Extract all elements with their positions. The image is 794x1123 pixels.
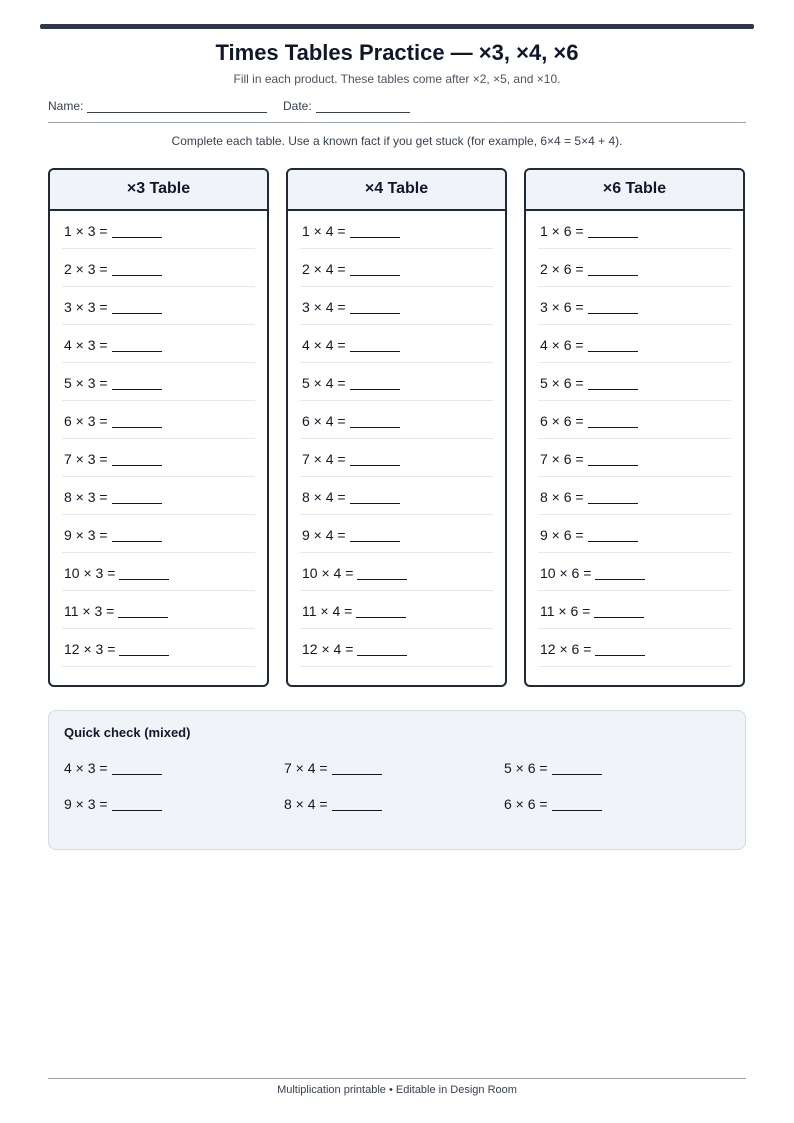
table-row[interactable]: 7 × 6 = bbox=[538, 439, 731, 477]
table-row[interactable]: 4 × 4 = bbox=[300, 325, 493, 363]
table-row[interactable]: 12 × 4 = bbox=[300, 629, 493, 667]
quick-check-item[interactable]: 6 × 6 = bbox=[504, 796, 602, 812]
table-row[interactable]: 11 × 4 = bbox=[300, 591, 493, 629]
table-rows bbox=[50, 211, 267, 667]
quick-check-item[interactable]: 9 × 3 = bbox=[64, 796, 162, 812]
name-blank[interactable] bbox=[87, 100, 267, 113]
header-divider bbox=[48, 122, 746, 123]
table-x3 bbox=[48, 168, 269, 687]
name-date-row bbox=[48, 99, 746, 121]
quick-check-panel bbox=[48, 710, 746, 850]
name-field[interactable] bbox=[48, 99, 267, 113]
table-x6 bbox=[524, 168, 745, 687]
table-row[interactable]: 2 × 3 = bbox=[62, 249, 255, 287]
name-label: Name: bbox=[48, 99, 84, 113]
table-title: ×3 Table bbox=[50, 170, 267, 211]
instructions: Complete each table. Use a known fact if you get stuck (for example, 6×4 = 5×4 + 4). bbox=[171, 134, 623, 148]
table-row[interactable]: 10 × 3 = bbox=[62, 553, 255, 591]
page-title: Times Tables Practice — ×3, ×4, ×6 bbox=[215, 40, 579, 65]
table-row[interactable]: 1 × 3 = bbox=[62, 211, 255, 249]
date-label: Date: bbox=[283, 99, 312, 113]
table-row[interactable]: 9 × 6 = bbox=[538, 515, 731, 553]
quick-check-title: Quick check (mixed) bbox=[64, 725, 191, 740]
page-subtitle: Fill in each product. These tables come after ×2, ×5, and ×10. bbox=[233, 72, 561, 86]
table-row[interactable]: 11 × 6 = bbox=[538, 591, 731, 629]
table-row[interactable]: 2 × 6 = bbox=[538, 249, 731, 287]
quick-check-item[interactable]: 8 × 4 = bbox=[284, 796, 382, 812]
date-field[interactable] bbox=[283, 99, 410, 113]
table-row[interactable]: 8 × 6 = bbox=[538, 477, 731, 515]
table-row[interactable]: 6 × 3 = bbox=[62, 401, 255, 439]
table-row[interactable]: 9 × 3 = bbox=[62, 515, 255, 553]
table-row[interactable]: 11 × 3 = bbox=[62, 591, 255, 629]
table-rows bbox=[526, 211, 743, 667]
quick-check-item[interactable]: 4 × 3 = bbox=[64, 760, 162, 776]
table-title: ×6 Table bbox=[526, 170, 743, 211]
footer-divider bbox=[48, 1078, 746, 1079]
table-row[interactable]: 4 × 3 = bbox=[62, 325, 255, 363]
table-title: ×4 Table bbox=[288, 170, 505, 211]
table-row[interactable]: 8 × 3 = bbox=[62, 477, 255, 515]
footer-text: Multiplication printable • Editable in Design Room bbox=[277, 1084, 517, 1096]
table-row[interactable]: 12 × 6 = bbox=[538, 629, 731, 667]
table-row[interactable]: 2 × 4 = bbox=[300, 249, 493, 287]
table-row[interactable]: 5 × 6 = bbox=[538, 363, 731, 401]
table-row[interactable]: 5 × 3 = bbox=[62, 363, 255, 401]
table-row[interactable]: 10 × 4 = bbox=[300, 553, 493, 591]
table-row[interactable]: 3 × 4 = bbox=[300, 287, 493, 325]
table-x4 bbox=[286, 168, 507, 687]
table-row[interactable]: 6 × 6 = bbox=[538, 401, 731, 439]
table-row[interactable]: 10 × 6 = bbox=[538, 553, 731, 591]
table-row[interactable]: 1 × 4 = bbox=[300, 211, 493, 249]
table-row[interactable]: 12 × 3 = bbox=[62, 629, 255, 667]
table-row[interactable]: 3 × 6 = bbox=[538, 287, 731, 325]
table-row[interactable]: 4 × 6 = bbox=[538, 325, 731, 363]
table-row[interactable]: 7 × 4 = bbox=[300, 439, 493, 477]
top-accent-bar bbox=[40, 24, 754, 29]
quick-check-item[interactable]: 5 × 6 = bbox=[504, 760, 602, 776]
date-blank[interactable] bbox=[316, 100, 410, 113]
table-rows bbox=[288, 211, 505, 667]
table-row[interactable]: 9 × 4 = bbox=[300, 515, 493, 553]
table-row[interactable]: 8 × 4 = bbox=[300, 477, 493, 515]
quick-check-item[interactable]: 7 × 4 = bbox=[284, 760, 382, 776]
table-row[interactable]: 3 × 3 = bbox=[62, 287, 255, 325]
table-row[interactable]: 1 × 6 = bbox=[538, 211, 731, 249]
table-row[interactable]: 6 × 4 = bbox=[300, 401, 493, 439]
table-row[interactable]: 5 × 4 = bbox=[300, 363, 493, 401]
table-row[interactable]: 7 × 3 = bbox=[62, 439, 255, 477]
